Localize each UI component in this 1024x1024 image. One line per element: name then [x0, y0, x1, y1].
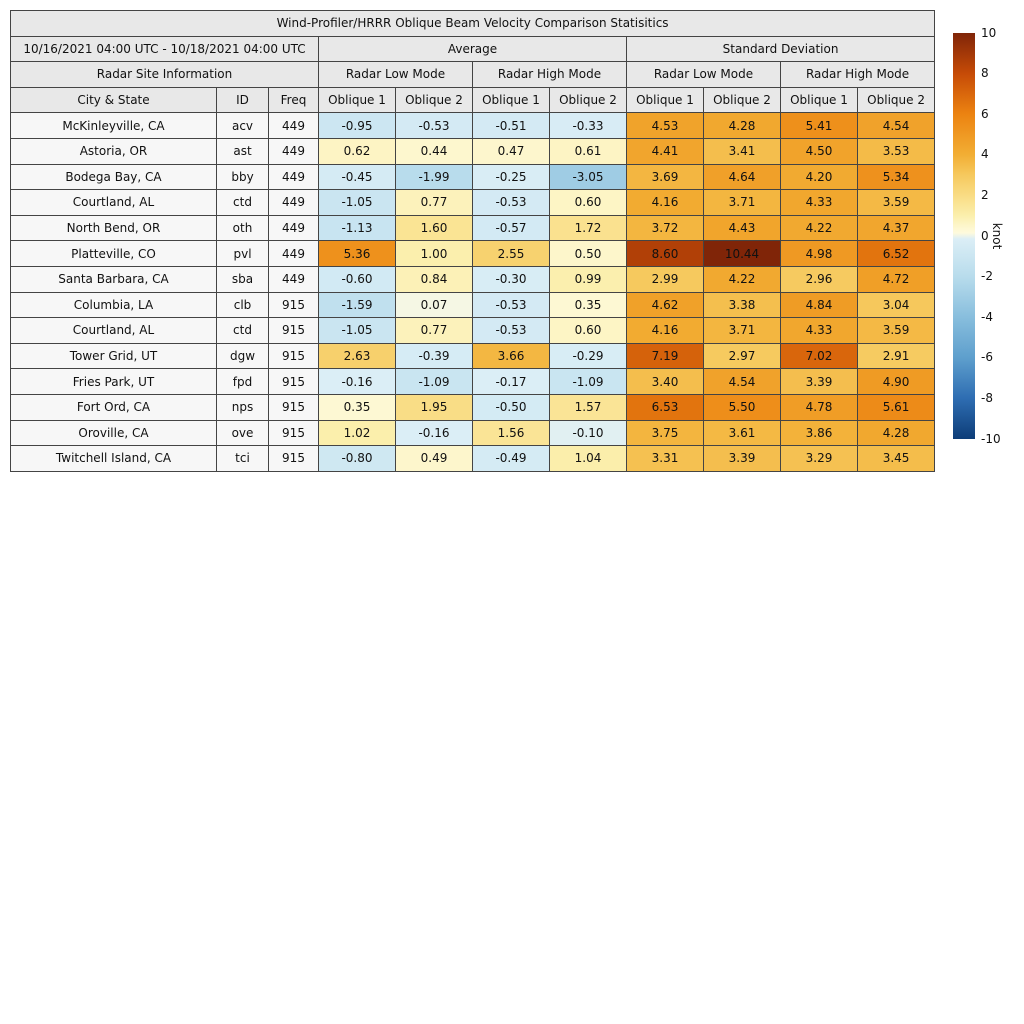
city-cell: McKinleyville, CA — [11, 113, 217, 139]
value-cell: -0.53 — [396, 113, 473, 139]
city-cell: Platteville, CO — [11, 241, 217, 267]
radar-site-information-header: Radar Site Information — [11, 62, 319, 88]
value-cell: 3.04 — [858, 292, 935, 318]
value-cell: 2.55 — [473, 241, 550, 267]
value-cell: 4.37 — [858, 215, 935, 241]
value-cell: -0.30 — [473, 266, 550, 292]
value-cell: 4.28 — [704, 113, 781, 139]
value-cell: -0.16 — [319, 369, 396, 395]
value-cell: -0.10 — [550, 420, 627, 446]
value-cell: 1.72 — [550, 215, 627, 241]
value-cell: 3.72 — [627, 215, 704, 241]
value-cell: 4.54 — [704, 369, 781, 395]
value-cell: -0.80 — [319, 446, 396, 472]
value-cell: 0.99 — [550, 266, 627, 292]
id-cell: ast — [217, 138, 269, 164]
colorbar-unit-label: knot — [990, 222, 1004, 250]
table-row — [11, 446, 935, 472]
colorbar-tick-label: -4 — [981, 309, 993, 324]
freq-cell: 449 — [269, 138, 319, 164]
value-cell: 1.60 — [396, 215, 473, 241]
value-cell: 4.50 — [781, 138, 858, 164]
table-row — [11, 369, 935, 395]
value-cell: 2.91 — [858, 343, 935, 369]
value-cell: 4.22 — [781, 215, 858, 241]
oblique2-header: Oblique 2 — [396, 87, 473, 113]
group-header-average: Average — [319, 36, 627, 62]
value-cell: 7.19 — [627, 343, 704, 369]
city-cell: Twitchell Island, CA — [11, 446, 217, 472]
colorbar-tick-label: 2 — [981, 187, 989, 202]
city-cell: Astoria, OR — [11, 138, 217, 164]
city-cell: Oroville, CA — [11, 420, 217, 446]
value-cell: 6.52 — [858, 241, 935, 267]
value-cell: 5.61 — [858, 394, 935, 420]
value-cell: -0.53 — [473, 292, 550, 318]
value-cell: 3.59 — [858, 318, 935, 344]
avg-radar-high-mode-header: Radar High Mode — [473, 62, 627, 88]
value-cell: 0.62 — [319, 138, 396, 164]
avg-radar-low-mode-header: Radar Low Mode — [319, 62, 473, 88]
table-row — [11, 113, 935, 139]
value-cell: 4.33 — [781, 318, 858, 344]
oblique2-header: Oblique 2 — [858, 87, 935, 113]
table-row — [11, 164, 935, 190]
value-cell: -0.49 — [473, 446, 550, 472]
value-cell: 3.66 — [473, 343, 550, 369]
value-cell: 4.54 — [858, 113, 935, 139]
freq-cell: 915 — [269, 343, 319, 369]
value-cell: 3.40 — [627, 369, 704, 395]
value-cell: 4.16 — [627, 318, 704, 344]
table-body — [11, 113, 935, 471]
id-cell: bby — [217, 164, 269, 190]
value-cell: -3.05 — [550, 164, 627, 190]
value-cell: -1.99 — [396, 164, 473, 190]
id-cell: clb — [217, 292, 269, 318]
value-cell: 0.60 — [550, 190, 627, 216]
id-cell: acv — [217, 113, 269, 139]
value-cell: 4.64 — [704, 164, 781, 190]
city-cell: Tower Grid, UT — [11, 343, 217, 369]
value-cell: 4.20 — [781, 164, 858, 190]
colorbar-tick-label: -8 — [981, 390, 993, 405]
table-row — [11, 318, 935, 344]
id-cell: sba — [217, 266, 269, 292]
colorbar-tick-label: -10 — [981, 431, 1001, 446]
value-cell: 0.35 — [319, 394, 396, 420]
city-cell: Columbia, LA — [11, 292, 217, 318]
table-row — [11, 241, 935, 267]
value-cell: 4.28 — [858, 420, 935, 446]
table-row — [11, 394, 935, 420]
value-cell: 0.07 — [396, 292, 473, 318]
value-cell: 0.61 — [550, 138, 627, 164]
value-cell: 3.31 — [627, 446, 704, 472]
value-cell: 1.02 — [319, 420, 396, 446]
value-cell: -0.60 — [319, 266, 396, 292]
value-cell: -1.13 — [319, 215, 396, 241]
table-row — [11, 343, 935, 369]
value-cell: 3.69 — [627, 164, 704, 190]
value-cell: -0.53 — [473, 190, 550, 216]
value-cell: 3.39 — [781, 369, 858, 395]
city-cell: Fort Ord, CA — [11, 394, 217, 420]
title-row — [11, 11, 935, 37]
table-row — [11, 138, 935, 164]
value-cell: 8.60 — [627, 241, 704, 267]
city-cell: Fries Park, UT — [11, 369, 217, 395]
value-cell: -1.05 — [319, 318, 396, 344]
id-cell: dgw — [217, 343, 269, 369]
value-cell: -0.57 — [473, 215, 550, 241]
value-cell: 0.84 — [396, 266, 473, 292]
value-cell: -0.45 — [319, 164, 396, 190]
city-cell: North Bend, OR — [11, 215, 217, 241]
table-title: Wind-Profiler/HRRR Oblique Beam Velocity Comparison Statisitics — [11, 11, 935, 37]
value-cell: -0.29 — [550, 343, 627, 369]
colorbar — [953, 33, 975, 439]
value-cell: 2.96 — [781, 266, 858, 292]
id-cell: ove — [217, 420, 269, 446]
city-cell: Santa Barbara, CA — [11, 266, 217, 292]
colorbar-tick-label: 4 — [981, 147, 989, 162]
value-cell: 2.63 — [319, 343, 396, 369]
oblique2-header: Oblique 2 — [550, 87, 627, 113]
value-cell: 4.78 — [781, 394, 858, 420]
colorbar-tick-label: 10 — [981, 25, 997, 40]
value-cell: -0.53 — [473, 318, 550, 344]
oblique1-header: Oblique 1 — [627, 87, 704, 113]
value-cell: 3.61 — [704, 420, 781, 446]
colorbar-tick-label: 0 — [981, 228, 989, 243]
value-cell: 5.50 — [704, 394, 781, 420]
freq-cell: 915 — [269, 446, 319, 472]
value-cell: 4.72 — [858, 266, 935, 292]
value-cell: 6.53 — [627, 394, 704, 420]
value-cell: -1.05 — [319, 190, 396, 216]
freq-cell: 915 — [269, 369, 319, 395]
freq-cell: 915 — [269, 318, 319, 344]
value-cell: 0.47 — [473, 138, 550, 164]
value-cell: -0.25 — [473, 164, 550, 190]
freq-cell: 915 — [269, 394, 319, 420]
value-cell: 7.02 — [781, 343, 858, 369]
value-cell: -1.09 — [396, 369, 473, 395]
id-cell: oth — [217, 215, 269, 241]
value-cell: -0.50 — [473, 394, 550, 420]
value-cell: 0.35 — [550, 292, 627, 318]
id-cell: ctd — [217, 190, 269, 216]
column-header-row — [11, 87, 935, 113]
oblique1-header: Oblique 1 — [781, 87, 858, 113]
city-cell: Courtland, AL — [11, 318, 217, 344]
freq-cell: 449 — [269, 190, 319, 216]
value-cell: 3.71 — [704, 190, 781, 216]
value-cell: 0.44 — [396, 138, 473, 164]
group-header-row — [11, 36, 935, 62]
table-row — [11, 215, 935, 241]
oblique2-header: Oblique 2 — [704, 87, 781, 113]
value-cell: 1.95 — [396, 394, 473, 420]
table-row — [11, 266, 935, 292]
city-state-header: City & State — [11, 87, 217, 113]
value-cell: 4.84 — [781, 292, 858, 318]
value-cell: 0.77 — [396, 190, 473, 216]
colorbar-tick-label: -6 — [981, 350, 993, 365]
id-cell: fpd — [217, 369, 269, 395]
value-cell: 4.43 — [704, 215, 781, 241]
value-cell: 3.38 — [704, 292, 781, 318]
city-cell: Courtland, AL — [11, 190, 217, 216]
freq-cell: 915 — [269, 420, 319, 446]
value-cell: 4.16 — [627, 190, 704, 216]
value-cell: 4.90 — [858, 369, 935, 395]
value-cell: 4.22 — [704, 266, 781, 292]
id-header: ID — [217, 87, 269, 113]
value-cell: 5.41 — [781, 113, 858, 139]
table-row — [11, 420, 935, 446]
value-cell: 0.50 — [550, 241, 627, 267]
value-cell: 3.39 — [704, 446, 781, 472]
value-cell: -0.51 — [473, 113, 550, 139]
value-cell: 5.34 — [858, 164, 935, 190]
id-cell: nps — [217, 394, 269, 420]
value-cell: 3.53 — [858, 138, 935, 164]
oblique1-header: Oblique 1 — [319, 87, 396, 113]
table-row — [11, 190, 935, 216]
colorbar-tick-label: 6 — [981, 106, 989, 121]
value-cell: 3.59 — [858, 190, 935, 216]
id-cell: ctd — [217, 318, 269, 344]
value-cell: 0.77 — [396, 318, 473, 344]
value-cell: 1.00 — [396, 241, 473, 267]
value-cell: 4.53 — [627, 113, 704, 139]
value-cell: 0.60 — [550, 318, 627, 344]
date-range: 10/16/2021 04:00 UTC - 10/18/2021 04:00 UTC — [11, 36, 319, 62]
city-cell: Bodega Bay, CA — [11, 164, 217, 190]
colorbar-tick-label: 8 — [981, 66, 989, 81]
table-row — [11, 292, 935, 318]
colorbar-tick-label: -2 — [981, 269, 993, 284]
value-cell: -0.39 — [396, 343, 473, 369]
value-cell: 3.41 — [704, 138, 781, 164]
value-cell: 2.99 — [627, 266, 704, 292]
stats-table — [10, 10, 935, 472]
value-cell: 0.49 — [396, 446, 473, 472]
value-cell: -1.59 — [319, 292, 396, 318]
oblique1-header: Oblique 1 — [473, 87, 550, 113]
value-cell: 4.62 — [627, 292, 704, 318]
freq-cell: 449 — [269, 164, 319, 190]
value-cell: 3.71 — [704, 318, 781, 344]
value-cell: -1.09 — [550, 369, 627, 395]
value-cell: -0.16 — [396, 420, 473, 446]
value-cell: 5.36 — [319, 241, 396, 267]
freq-cell: 915 — [269, 292, 319, 318]
value-cell: 10.44 — [704, 241, 781, 267]
value-cell: 4.41 — [627, 138, 704, 164]
freq-cell: 449 — [269, 266, 319, 292]
freq-cell: 449 — [269, 113, 319, 139]
value-cell: 3.86 — [781, 420, 858, 446]
std-radar-high-mode-header: Radar High Mode — [781, 62, 935, 88]
value-cell: 2.97 — [704, 343, 781, 369]
value-cell: -0.17 — [473, 369, 550, 395]
mode-header-row — [11, 62, 935, 88]
value-cell: 1.57 — [550, 394, 627, 420]
value-cell: 4.33 — [781, 190, 858, 216]
value-cell: -0.33 — [550, 113, 627, 139]
value-cell: -0.95 — [319, 113, 396, 139]
id-cell: pvl — [217, 241, 269, 267]
freq-cell: 449 — [269, 215, 319, 241]
value-cell: 3.29 — [781, 446, 858, 472]
group-header-standard-deviation: Standard Deviation — [627, 36, 935, 62]
value-cell: 4.98 — [781, 241, 858, 267]
value-cell: 1.04 — [550, 446, 627, 472]
freq-header: Freq — [269, 87, 319, 113]
id-cell: tci — [217, 446, 269, 472]
value-cell: 3.75 — [627, 420, 704, 446]
value-cell: 3.45 — [858, 446, 935, 472]
freq-cell: 449 — [269, 241, 319, 267]
value-cell: 1.56 — [473, 420, 550, 446]
std-radar-low-mode-header: Radar Low Mode — [627, 62, 781, 88]
